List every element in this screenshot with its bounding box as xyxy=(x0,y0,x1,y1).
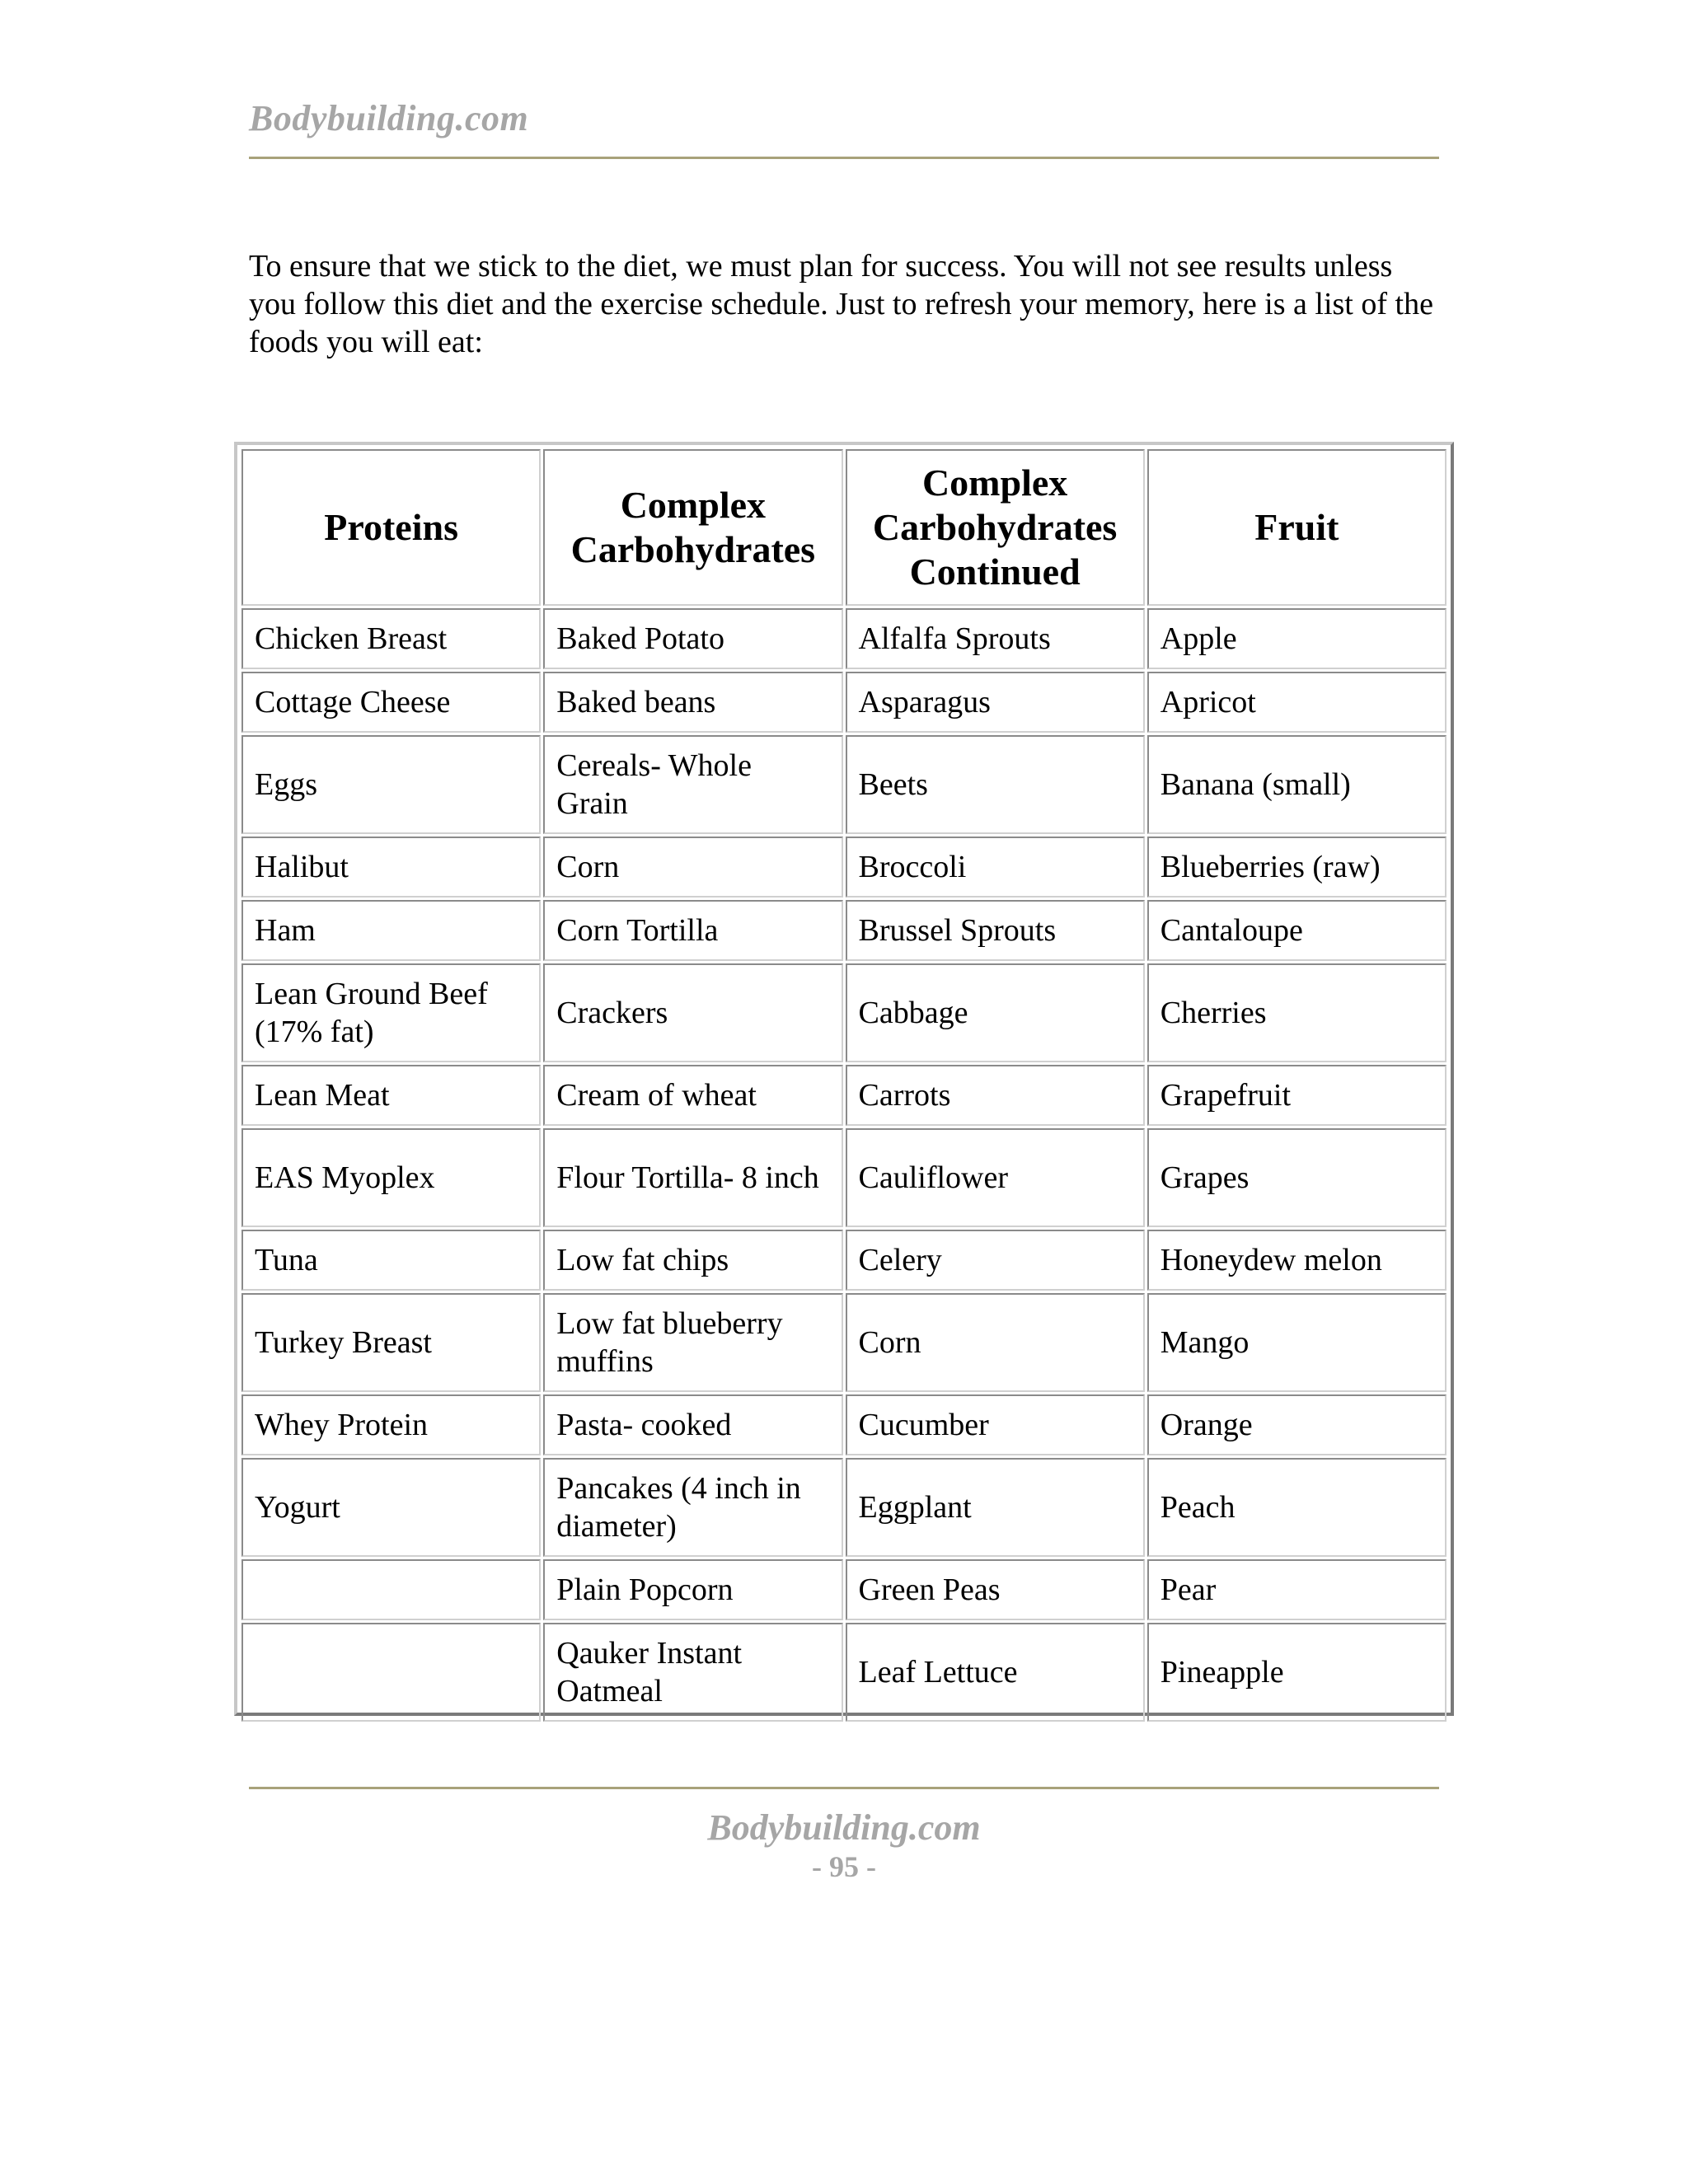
table-cell: Plain Popcorn xyxy=(543,1559,842,1620)
table-cell: Low fat chips xyxy=(543,1230,842,1291)
header-divider xyxy=(249,157,1439,159)
table-row xyxy=(241,1623,1447,1722)
table-cell: Grapes xyxy=(1147,1128,1447,1227)
page-number: - 95 - xyxy=(812,1850,876,1883)
table-cell: Turkey Breast xyxy=(241,1293,541,1392)
table-cell: Pear xyxy=(1147,1559,1447,1620)
table-cell: Blueberries (raw) xyxy=(1147,837,1447,898)
table-cell: Mango xyxy=(1147,1293,1447,1392)
table-cell: Pancakes (4 inch in diameter) xyxy=(543,1458,842,1557)
table-body xyxy=(241,608,1447,1722)
table-cell: Corn xyxy=(846,1293,1145,1392)
intro-text: To ensure that we stick to the diet, we must plan for success. You will not see results unless you follow this diet and the exercise schedule. Just to refresh your memory, here is a list of the foods you will eat: xyxy=(249,249,1433,359)
table-cell: Beets xyxy=(846,735,1145,834)
table-cell: Flour Tortilla- 8 inch xyxy=(543,1128,842,1227)
table-cell: Crackers xyxy=(543,963,842,1062)
table-cell: Eggs xyxy=(241,735,541,834)
column-header-fruit: Fruit xyxy=(1147,449,1447,606)
table-cell: Corn xyxy=(543,837,842,898)
table-cell: Eggplant xyxy=(846,1458,1145,1557)
table-row xyxy=(241,963,1447,1062)
table-row xyxy=(241,1293,1447,1392)
table-cell: Halibut xyxy=(241,837,541,898)
table-cell: Whey Protein xyxy=(241,1394,541,1455)
table-cell: Banana (small) xyxy=(1147,735,1447,834)
table-cell xyxy=(241,1623,541,1722)
table-cell: Lean Ground Beef (17% fat) xyxy=(241,963,541,1062)
table-cell: EAS Myoplex xyxy=(241,1128,541,1227)
foods-table-frame xyxy=(234,442,1454,1716)
table-cell: Apricot xyxy=(1147,672,1447,733)
table-row xyxy=(241,608,1447,669)
table-cell: Cucumber xyxy=(846,1394,1145,1455)
table-cell: Celery xyxy=(846,1230,1145,1291)
table-cell: Yogurt xyxy=(241,1458,541,1557)
table-cell: Cherries xyxy=(1147,963,1447,1062)
column-header-complex-carbs: Complex Carbohydrates xyxy=(543,449,842,606)
table-cell: Cottage Cheese xyxy=(241,672,541,733)
table-cell: Alfalfa Sprouts xyxy=(846,608,1145,669)
table-row xyxy=(241,837,1447,898)
table-cell: Corn Tortilla xyxy=(543,900,842,961)
table-cell: Orange xyxy=(1147,1394,1447,1455)
table-row xyxy=(241,1559,1447,1620)
table-cell: Apple xyxy=(1147,608,1447,669)
table-cell: Baked Potato xyxy=(543,608,842,669)
table-cell: Ham xyxy=(241,900,541,961)
table-cell: Baked beans xyxy=(543,672,842,733)
table-row xyxy=(241,1230,1447,1291)
table-cell: Qauker Instant Oatmeal xyxy=(543,1623,842,1722)
table-row xyxy=(241,1065,1447,1126)
column-header-complex-carbs-continued: Complex Carbohydrates Continued xyxy=(846,449,1145,606)
header-row xyxy=(241,449,1447,606)
table-cell: Honeydew melon xyxy=(1147,1230,1447,1291)
table-cell: Tuna xyxy=(241,1230,541,1291)
header-site-title: Bodybuilding.com xyxy=(249,98,529,138)
table-row xyxy=(241,1128,1447,1227)
footer-divider xyxy=(249,1787,1439,1789)
table-cell: Grapefruit xyxy=(1147,1065,1447,1126)
table-row xyxy=(241,900,1447,961)
table-row xyxy=(241,1394,1447,1455)
column-header-proteins: Proteins xyxy=(241,449,541,606)
table-cell: Pineapple xyxy=(1147,1623,1447,1722)
table-cell: Low fat blueberry muffins xyxy=(543,1293,842,1392)
table-cell: Pasta- cooked xyxy=(543,1394,842,1455)
table-row xyxy=(241,1458,1447,1557)
table-head xyxy=(241,449,1447,606)
table-cell: Peach xyxy=(1147,1458,1447,1557)
foods-table xyxy=(239,447,1449,1724)
table-cell: Carrots xyxy=(846,1065,1145,1126)
table-cell: Asparagus xyxy=(846,672,1145,733)
table-cell xyxy=(241,1559,541,1620)
table-cell: Cauliflower xyxy=(846,1128,1145,1227)
table-cell: Chicken Breast xyxy=(241,608,541,669)
table-cell: Cabbage xyxy=(846,963,1145,1062)
table-cell: Cantaloupe xyxy=(1147,900,1447,961)
table-cell: Lean Meat xyxy=(241,1065,541,1126)
table-row xyxy=(241,735,1447,834)
table-cell: Cereals- Whole Grain xyxy=(543,735,842,834)
footer-site-title: Bodybuilding.com xyxy=(707,1807,981,1848)
table-cell: Leaf Lettuce xyxy=(846,1623,1145,1722)
table-cell: Broccoli xyxy=(846,837,1145,898)
table-cell: Brussel Sprouts xyxy=(846,900,1145,961)
intro-paragraph xyxy=(249,247,1444,361)
table-cell: Cream of wheat xyxy=(543,1065,842,1126)
table-row xyxy=(241,672,1447,733)
table-cell: Green Peas xyxy=(846,1559,1145,1620)
